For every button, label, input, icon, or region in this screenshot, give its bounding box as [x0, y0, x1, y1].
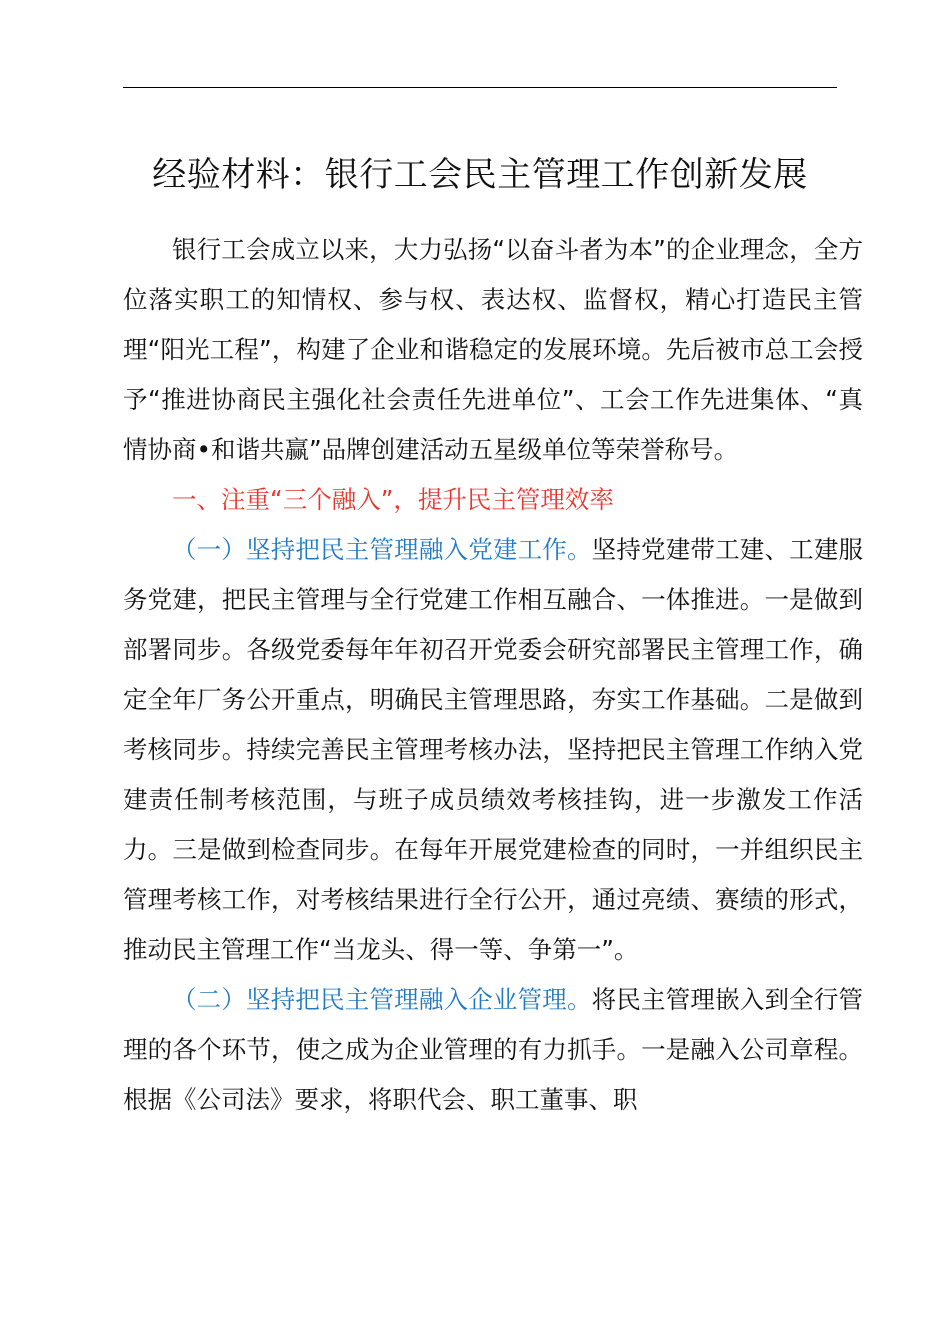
header-rule: [123, 87, 837, 88]
subsection-body-2: 将民主管理嵌入到全行管理的各个环节，使之成为企业管理的有力抓手。一是融入公司章程。根据《公司法》要求，将职代会、职工董事、职: [123, 985, 864, 1114]
subsection-paragraph-2: [123, 975, 863, 1125]
subsection-body-1: 坚持党建带工建、工建服务党建，把民主管理与全行党建工作相互融合、一体推进。一是做到部署同步。各级党委每年年初召开党委会研究部署民主管理工作，确定全年厂务公开重点，明确民主管理思路，夯实工作基础。二是做到考核同步。持续完善民主管理考核办法，坚持把民主管理工作纳入党建责任制考核范围，与班子成员绩效考核挂钩，进一步激发工作活力。三是做到检查同步。在每年开展党建检查的同时，一并组织民主管理考核工作，对考核结果进行全行公开，通过亮绩、赛绩的形式，推动民主管理工作“当龙头、得一等、争第一”。: [123, 535, 864, 964]
document-title: 经验材料：银行工会民主管理工作创新发展: [152, 155, 808, 195]
intro-paragraph: 银行工会成立以来，大力弘扬“以奋斗者为本”的企业理念，全方位落实职工的知情权、参与权、表达权、监督权，精心打造民主管理“阳光工程”，构建了企业和谐稳定的发展环境。先后被市总工会授予“推进协商民主强化社会责任先进单位”、工会工作先进集体、“真情协商•和谐共赢”品牌创建活动五星级单位等荣誉称号。: [123, 235, 863, 464]
subsection-heading-1: （一）坚持把民主管理融入党建工作。: [172, 535, 592, 564]
section-heading: 一、注重“三个融入”，提升民主管理效率: [172, 485, 614, 514]
document-body: [123, 225, 863, 1125]
subsection-paragraph-1: [123, 525, 863, 975]
subsection-heading-2: （二）坚持把民主管理融入企业管理。: [172, 985, 592, 1014]
